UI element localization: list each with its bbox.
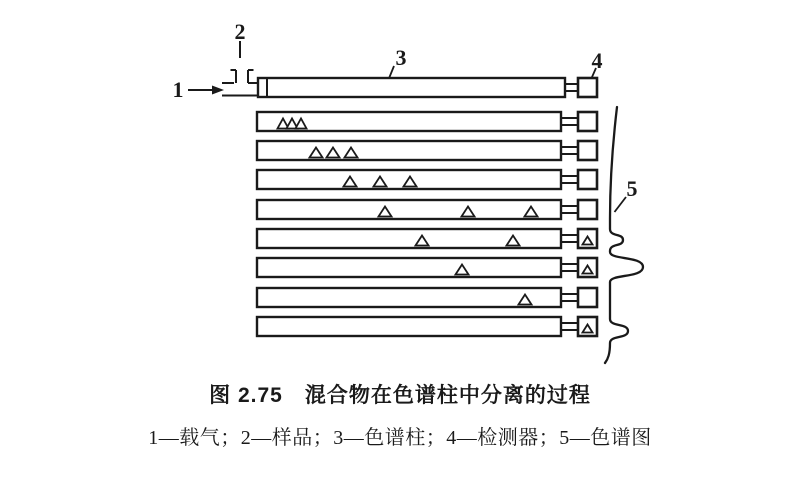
callout-label-detector: 4 <box>591 48 603 73</box>
column-tube <box>257 288 561 307</box>
column-row-7 <box>257 258 597 277</box>
detector-cell <box>578 200 597 219</box>
callout-label-sample: 2 <box>234 19 246 44</box>
figure-caption: 图 2.75 混合物在色谱柱中分离的过程 <box>209 384 591 407</box>
detector-cell <box>578 288 597 307</box>
callout-label-carrier-gas: 1 <box>172 77 184 102</box>
inlet-assembly <box>188 41 259 96</box>
column-row-2 <box>257 112 597 131</box>
chromatogram-curve <box>605 107 643 363</box>
detector-cell <box>578 170 597 189</box>
callout-label-chromatogram: 5 <box>626 176 638 201</box>
carrier-gas-arrowhead-icon <box>212 86 224 95</box>
column-row-3 <box>257 141 597 160</box>
callout-label-column: 3 <box>395 45 407 70</box>
column-tube <box>257 141 561 160</box>
detector-cell <box>578 78 597 97</box>
figure-legend: 1—载气；2—样品；3—色谱柱；4—检测器；5—色谱图 <box>148 427 652 449</box>
column-row-9 <box>257 317 597 336</box>
column-row-6 <box>257 229 597 248</box>
column-tube <box>258 78 565 97</box>
column-tube <box>257 258 561 277</box>
chromatogram-callout-line <box>615 197 627 212</box>
column-tube <box>257 317 561 336</box>
column-row-5 <box>257 200 597 219</box>
column-row-4 <box>257 170 597 189</box>
column-row-8 <box>257 288 597 307</box>
detector-cell <box>578 112 597 131</box>
column-tube <box>257 200 561 219</box>
detector-cell <box>578 141 597 160</box>
column-row-1 <box>258 78 597 97</box>
